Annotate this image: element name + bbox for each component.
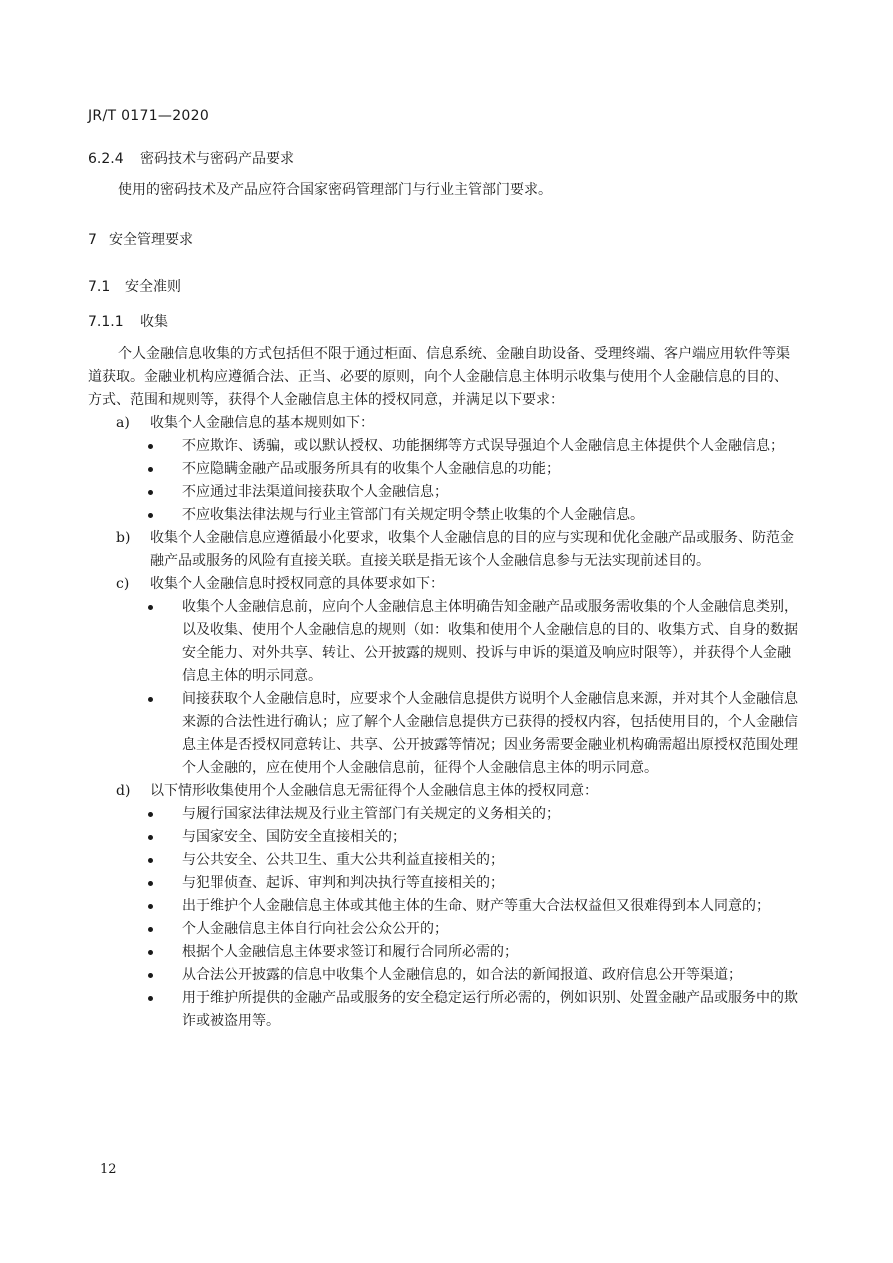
bullet-text: 从合法公开披露的信息中收集个人金融信息的，如合法的新闻报道、政府信息公开等渠道； [182,967,742,983]
bullet-text: 与国家安全、国防安全直接相关的； [182,829,406,845]
bullet-text: 与履行国家法律法规及行业主管部门有关规定的义务相关的； [182,806,560,822]
requirements-list [88,412,800,1033]
heading-7-1 [88,276,181,296]
bullet-item [88,596,800,688]
bullet-dot-icon [148,835,153,840]
heading-number: 6.2.4 [88,151,124,167]
bullet-dot-icon [148,973,153,978]
bullet-dot-icon [148,950,153,955]
bullet-text: 用于维护所提供的金融产品或服务的安全稳定运行所必需的，例如识别、处置金融产品或服务中的欺诈或被盗用等。 [182,990,798,1029]
bullet-item [88,803,800,826]
bullet-dot-icon [148,490,153,495]
bullet-dot-icon [148,996,153,1001]
list-marker: c) [116,576,130,592]
list-item-b [88,527,800,573]
bullet-item [88,872,800,895]
bullet-text: 出于维护个人金融信息主体或其他主体的生命、财产等重大合法权益但又很难得到本人同意的； [182,898,770,914]
bullet-dot-icon [148,697,153,702]
list-item-text: 收集个人金融信息应遵循最小化要求，收集个人金融信息的目的应与实现和优化金融产品或服务、防范金融产品或服务的风险有直接关联。直接关联是指无该个人金融信息参与无法实现前述目的。 [150,530,794,569]
heading-7 [88,229,193,249]
bullet-text: 收集个人金融信息前，应向个人金融信息主体明确告知金融产品或服务需收集的个人金融信息类别，以及收集、使用个人金融信息的规则（如：收集和使用个人金融信息的目的、收集方式、自身的数据安全能力、对外共享、转让、公开披露的规则、投诉与申诉的渠道及响应时限等），并获得个人金融信息主体的明示同意。 [182,599,798,684]
list-item-a [88,412,800,435]
list-item-text: 以下情形收集使用个人金融信息无需征得个人金融信息主体的授权同意： [150,783,598,799]
list-item-d [88,780,800,803]
bullet-text: 与犯罪侦查、起诉、审判和判决执行等直接相关的； [182,875,504,891]
list-item-text: 收集个人金融信息的基本规则如下： [150,415,374,431]
bullet-item [88,987,800,1033]
heading-number: 7.1.1 [88,314,124,330]
bullet-item [88,964,800,987]
bullet-text: 不应收集法律法规与行业主管部门有关规定明令禁止收集的个人金融信息。 [182,507,644,523]
paragraph-6-2-4: 使用的密码技术及产品应符合国家密码管理部门与行业主管部门要求。 [118,182,552,198]
list-marker: b) [116,530,131,546]
bullet-item [88,481,800,504]
bullet-dot-icon [148,467,153,472]
bullet-item [88,458,800,481]
bullet-dot-icon [148,881,153,886]
bullet-item [88,941,800,964]
paragraph-7-1-1-intro: 个人金融信息收集的方式包括但不限于通过柜面、信息系统、金融自助设备、受理终端、客户端应用软件等渠道获取。金融业机构应遵循合法、正当、必要的原则，向个人金融信息主体明示收集与使用个人金融信息的目的、方式、范围和规则等，获得个人金融信息主体的授权同意，并满足以下要求： [88,346,790,408]
bullet-dot-icon [148,444,153,449]
list-marker: a) [116,415,130,431]
heading-title: 密码技术与密码产品要求 [140,151,294,167]
bullet-item [88,826,800,849]
heading-7-1-1 [88,311,168,331]
bullet-text: 不应隐瞒金融产品或服务所具有的收集个人金融信息的功能； [182,461,560,477]
bullet-item [88,504,800,527]
heading-number: 7.1 [88,279,111,295]
bullet-text: 间接获取个人金融信息时，应要求个人金融信息提供方说明个人金融信息来源，并对其个人金融信息来源的合法性进行确认；应了解个人金融信息提供方已获得的授权内容，包括使用目的，个人金融信息主体是否授权同意转让、共享、公开披露等情况；因业务需要金融业机构确需超出原授权范围处理个人金融的，应在使用个人金融信息前，征得个人金融信息主体的明示同意。 [182,691,798,776]
page-number: 12 [100,1162,117,1177]
bullet-text: 不应通过非法渠道间接获取个人金融信息； [182,484,448,500]
bullet-item [88,435,800,458]
heading-number: 7 [88,232,97,248]
heading-title: 安全准则 [125,279,181,295]
bullet-item [88,895,800,918]
bullet-item [88,918,800,941]
bullet-item [88,849,800,872]
bullet-dot-icon [148,858,153,863]
bullet-dot-icon [148,927,153,932]
standard-code: JR/T 0171—2020 [88,108,210,124]
list-item-c [88,573,800,596]
list-item-text: 收集个人金融信息时授权同意的具体要求如下： [150,576,444,592]
bullet-item [88,688,800,780]
bullet-text: 与公共安全、公共卫生、重大公共利益直接相关的； [182,852,504,868]
bullet-text: 个人金融信息主体自行向社会公众公开的； [182,921,448,937]
bullet-text: 根据个人金融信息主体要求签订和履行合同所必需的； [182,944,518,960]
bullet-dot-icon [148,812,153,817]
bullet-dot-icon [148,904,153,909]
bullet-dot-icon [148,513,153,518]
bullet-text: 不应欺诈、诱骗，或以默认授权、功能捆绑等方式误导强迫个人金融信息主体提供个人金融信息； [182,438,784,454]
heading-6-2-4 [88,148,294,168]
heading-title: 收集 [140,314,168,330]
bullet-dot-icon [148,605,153,610]
heading-title: 安全管理要求 [109,232,193,248]
list-marker: d) [116,783,131,799]
